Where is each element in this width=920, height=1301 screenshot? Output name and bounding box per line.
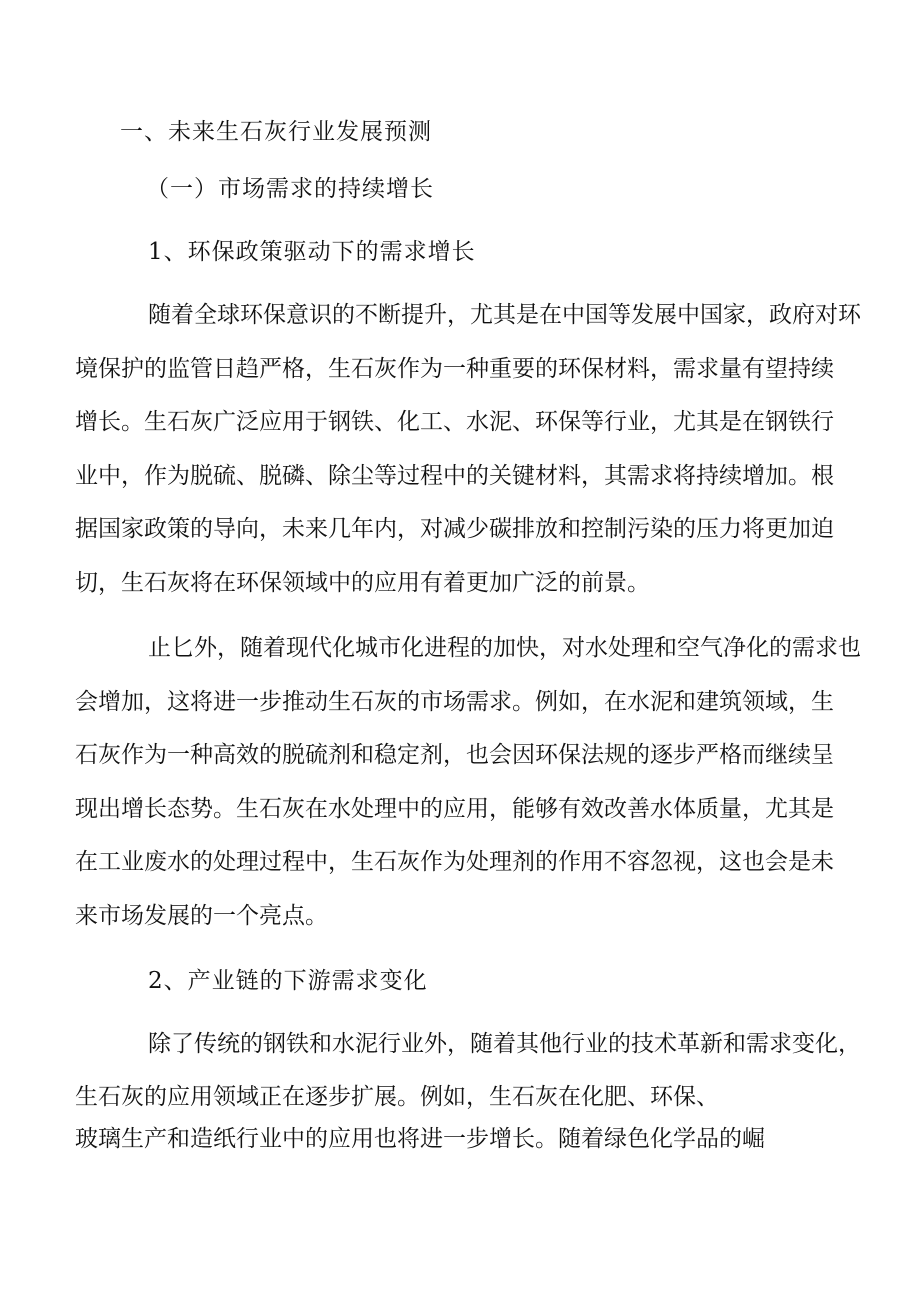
paragraph-line: 增长。生石灰广泛应用于钢铁、化工、水泥、环保等行业，尤其是在钢铁行: [75, 409, 834, 435]
paragraph-line: 业中，作为脱硫、脱磷、除尘等过程中的关键材料，其需求将持续增加。根: [75, 463, 834, 489]
paragraph-line: 据国家政策的导向，未来几年内，对减少碳排放和控制污染的压力将更加迫: [75, 516, 834, 542]
section2-title: 2、产业链的下游需求变化: [148, 968, 428, 994]
paragraph-line: 来市场发展的一个亮点。: [75, 903, 328, 929]
paragraph-line: 随着全球环保意识的不断提升，尤其是在中国等发展中国家，政府对环: [148, 302, 861, 328]
paragraph-line: 切，生石灰将在环保领域中的应用有着更加广泛的前景。: [75, 570, 650, 596]
paragraph-line: 玻璃生产和造纸行业中的应用也将进一步增长。随着绿色化学品的崛: [75, 1126, 765, 1152]
paragraph-line: 现出增长态势。生石灰在水处理中的应用，能够有效改善水体质量，尤其是: [75, 796, 834, 822]
section1-title: 1、环保政策驱动下的需求增长: [148, 239, 476, 265]
heading-level1: 一、未来生石灰行业发展预测: [120, 119, 432, 145]
paragraph-line: 生石灰的应用领域正在逐步扩展。例如，生石灰在化肥、环保、: [75, 1084, 719, 1110]
paragraph-line: 会增加，这将进一步推动生石灰的市场需求。例如，在水泥和建筑领域，生: [75, 689, 834, 715]
paragraph-line: 在工业废水的处理过程中，生石灰作为处理剂的作用不容忽视，这也会是未: [75, 849, 834, 875]
paragraph-line: 石灰作为一种高效的脱硫剂和稳定剂，也会因环保法规的逐步严格而继续呈: [75, 742, 834, 768]
paragraph-line: 止匕外，随着现代化城市化进程的加快，对水处理和空气净化的需求也: [148, 635, 861, 661]
paragraph-line: 境保护的监管日趋严格，生石灰作为一种重要的环保材料，需求量有望持续: [75, 356, 834, 382]
heading-level2: （一）市场需求的持续增长: [146, 176, 434, 202]
paragraph-line: 除了传统的钢铁和水泥行业外，随着其他行业的技术革新和需求变化，: [148, 1031, 861, 1057]
